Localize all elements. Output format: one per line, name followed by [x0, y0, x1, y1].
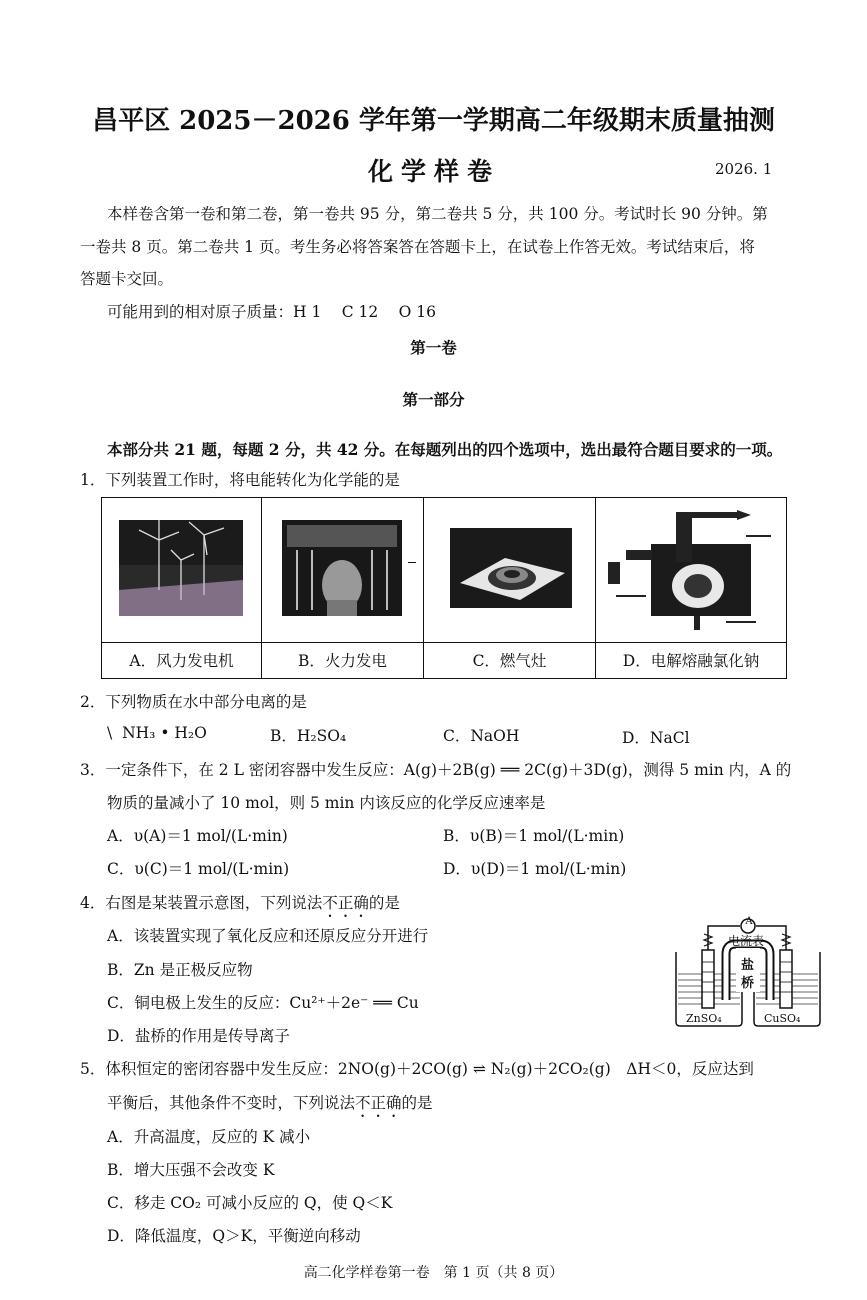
question-stem-line-2 [107, 1091, 433, 1121]
q4-option-c[interactable]: C．铜电极上发生的反应：Cu²⁺＋2e⁻ ══ Cu [107, 994, 419, 1012]
question-4 [80, 891, 400, 921]
galvanic-cell-diagram [668, 912, 828, 1030]
emphasis-not-correct: 不正确 [355, 1094, 402, 1112]
q5-option-a[interactable]: A．升高温度，反应的 K 减小 [107, 1128, 311, 1146]
atomic-masses: 可能用到的相对原子质量：H 1 C 12 O 16 [107, 303, 437, 321]
page-footer: 高二化学样卷第一卷 第 1 页（共 8 页） [303, 1265, 564, 1281]
q3-option-b[interactable]: B．υ(B)＝1 mol/(L·min) [443, 827, 625, 845]
q4-option-d[interactable]: D．盐桥的作用是传导离子 [107, 1027, 290, 1045]
question-stem: 下列物质在水中部分电离的是 [105, 693, 307, 711]
part-title: 第一部分 [402, 390, 465, 409]
q5-option-d[interactable]: D．降低温度，Q＞K，平衡逆向移动 [107, 1227, 361, 1245]
question-stem-line-1: 体积恒定的密闭容器中发生反应：2NO(g)＋2CO(g) ⇌ N₂(g)＋2CO₂(g) ΔH＜0，反应达到 [105, 1060, 754, 1078]
question-1 [80, 468, 400, 490]
question-number: 5． [80, 1060, 106, 1078]
q1-image-table [101, 497, 787, 679]
emphasis-not-correct: 不正确 [322, 894, 369, 912]
wind-turbine-image [119, 520, 243, 616]
left-solution-label: ZnSO₄ [686, 1012, 722, 1025]
question-number: 1． [80, 471, 106, 489]
q4-option-a[interactable]: A．该装置实现了氧化反应和还原反应分开进行 [107, 927, 429, 945]
q3-option-d[interactable]: D．υ(D)＝1 mol/(L·min) [443, 860, 627, 878]
question-stem: 平衡后，其他条件不变时，下列说法 [107, 1094, 356, 1112]
electrolysis-diagram [606, 504, 776, 634]
volume-title: 第一卷 [410, 338, 457, 357]
q1-option-c[interactable]: C．燃气灶 [424, 643, 596, 679]
question-5 [80, 1057, 754, 1079]
divider-mark [408, 562, 416, 563]
q5-option-c[interactable]: C．移走 CO₂ 可减小反应的 Q，使 Q＜K [107, 1194, 393, 1212]
question-stem-line-2: 物质的量减小了 10 mol，则 5 min 内该反应的化学反应速率是 [107, 794, 546, 812]
q1-cell-electrolysis [596, 498, 786, 642]
question-number: 2． [80, 693, 106, 711]
q2-option-c[interactable]: C．NaOH [443, 727, 520, 745]
q1-cell-gas-stove [424, 498, 596, 642]
gas-stove-image [450, 528, 572, 608]
part-instructions: 本部分共 21 题，每题 2 分，共 42 分。在每题列出的四个选项中，选出最符合题目要求的一项。 [107, 440, 783, 459]
intro-line-3: 答题卡交回。 [80, 270, 174, 288]
q3-option-a[interactable]: A．υ(A)＝1 mol/(L·min) [107, 827, 288, 845]
exam-date: 2026. 1 [715, 160, 773, 178]
q1-option-d[interactable]: D．电解熔融氯化钠 [622, 652, 760, 670]
q3-option-c[interactable]: C．υ(C)＝1 mol/(L·min) [107, 860, 290, 878]
question-number: 3． [80, 761, 106, 779]
intro-line-2: 一卷共 8 页。第二卷共 1 页。考生务必将答案答在答题卡上，在试卷上作答无效。考试结束后，将 [80, 238, 755, 256]
q1-option-a[interactable]: A．风力发电机 [102, 643, 262, 679]
exam-title: 昌平区 2025－2026 学年第一学期高二年级期末质量抽测 [92, 106, 775, 136]
q2-option-a[interactable] [107, 724, 207, 742]
q1-caption-row [102, 642, 786, 678]
q1-cell-wind-turbine [102, 498, 262, 642]
option-text: ．Zn 是正极反应物 [118, 961, 253, 979]
question-stem: 右图是某装置示意图，下列说法 [105, 894, 323, 912]
q1-option-b[interactable]: B．火力发电 [262, 643, 424, 679]
option-marker: B [107, 961, 119, 979]
question-number: 4． [80, 894, 106, 912]
question-stem-end: 的是 [401, 1094, 433, 1112]
ammeter-symbol: A [745, 916, 753, 927]
question-stem-end: 的是 [368, 894, 400, 912]
question-stem-line-1: 一定条件下，在 2 L 密闭容器中发生反应：A(g)＋2B(g) ══ 2C(g)＋3D(g)，测得 5 min 内，A 的 [105, 761, 792, 779]
question-3 [80, 758, 791, 780]
question-stem: 下列装置工作时，将电能转化为化学能的是 [105, 471, 400, 489]
right-solution-label: CuSO₄ [764, 1012, 801, 1025]
intro-line-1: 本样卷含第一卷和第二卷，第一卷共 95 分，第二卷共 5 分，共 100 分。考试时长 90 分钟。第 [107, 205, 768, 223]
exam-subtitle: 化学样卷 [368, 157, 501, 186]
thermal-power-image [282, 520, 402, 616]
question-2 [80, 690, 307, 712]
salt-bridge-label-2: 桥 [741, 976, 755, 991]
q2-option-b[interactable]: B．H₂SO₄ [270, 727, 347, 745]
ammeter-label: 电流表 [728, 934, 765, 948]
q4-option-b[interactable] [107, 958, 253, 980]
q5-option-b[interactable]: B．增大压强不会改变 K [107, 1161, 275, 1179]
q2-option-d[interactable]: D．NaCl [622, 729, 690, 747]
salt-bridge-label-1: 盐 [741, 958, 755, 973]
q1-cell-thermal-power [262, 498, 424, 642]
option-text: NH₃ • H₂O [122, 724, 207, 742]
option-marker: \ [107, 724, 113, 742]
